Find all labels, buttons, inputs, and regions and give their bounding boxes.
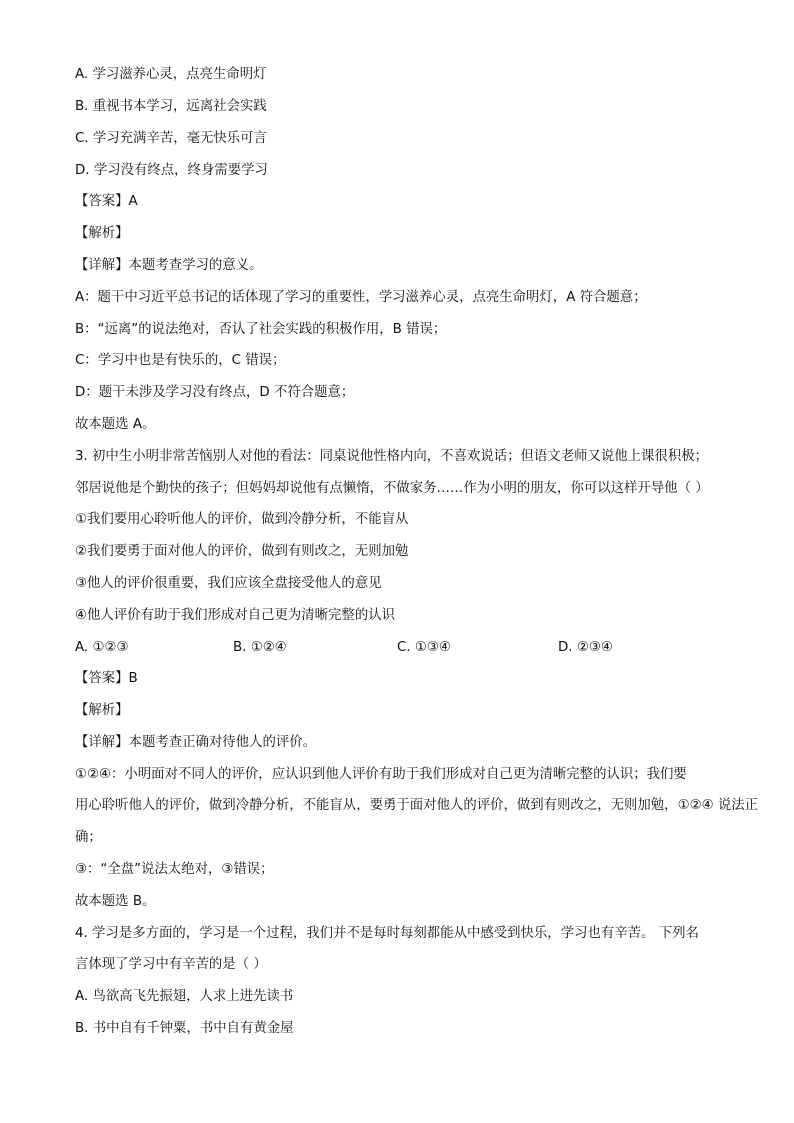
q3-explain1-line1: ①②④：小明面对不同人的评价，应认识到他人评价有助于我们形成对自己更为清晰完整的认识；我们要 [75,767,687,782]
q3-detail: 【详解】本题考查正确对待他人的评价。 [75,735,317,750]
q2-explain-a: A：题干中习近平总书记的话体现了学习的重要性，学习滋养心灵，点亮生命明灯，A 符合题意； [75,290,647,305]
q2-option-c: C. 学习充满辛苦，毫无快乐可言 [75,131,267,146]
q2-conclusion: 故本题选 A。 [75,417,156,432]
q3-explain1-line3: 确； [75,830,102,845]
q2-answer: 【答案】A [75,194,138,209]
q4-option-a: A. 鸟欲高飞先振翅，人求上进先读书 [75,989,294,1004]
q2-option-b: B. 重视书本学习，远离社会实践 [75,99,267,114]
q3-answer: 【答案】B [75,671,138,686]
q3-choice-b: B. ①②④ [233,640,287,655]
q3-stem-line2: 邻居说他是个勤快的孩子；但妈妈却说他有点懒惰，不做家务……作为小明的朋友，你可以这样开导他（ ） [75,481,709,496]
q2-option-d: D. 学习没有终点，终身需要学习 [75,163,268,178]
q2-analysis-label: 【解析】 [75,226,129,241]
q2-explain-b: B：“远离”的说法绝对，否认了社会实践的积极作用，B 错误； [75,322,447,337]
q3-conclusion: 故本题选 B。 [75,894,156,909]
q3-stem-line1: 3. 初中生小明非常苦恼别人对他的看法：同桌说他性格内向，不喜欢说话；但语文老师又说他上课很积极； [75,449,708,464]
q3-analysis-label: 【解析】 [75,703,129,718]
q2-explain-c: C：学习中也是有快乐的，C 错误； [75,353,286,368]
q2-detail: 【详解】本题考查学习的意义。 [75,258,263,273]
q3-statement-4: ④他人评价有助于我们形成对自己更为清晰完整的认识 [75,608,395,623]
q3-statement-1: ①我们要用心聆听他人的评价，做到冷静分析，不能盲从 [75,512,409,527]
q3-explain1-line2: 用心聆听他人的评价，做到冷静分析，不能盲从，要勇于面对他人的评价，做到有则改之，无则加勉，①②④ 说法正 [75,798,759,813]
q3-choices [75,639,735,657]
q2-option-a: A. 学习滋养心灵，点亮生命明灯 [75,67,267,82]
q4-stem-line1: 4. 学习是多方面的，学习是一个过程，我们并不是每时每刻都能从中感受到快乐，学习也有辛苦。 下列名 [75,926,699,941]
q4-stem-line2: 言体现了学习中有辛苦的是（ ） [75,957,267,972]
q2-explain-d: D：题干未涉及学习没有终点，D 不符合题意； [75,385,355,400]
q3-explain2: ③：“全盘”说法太绝对，③错误； [75,862,274,877]
q3-statement-2: ②我们要勇于面对他人的评价，做到有则改之，无则加勉 [75,544,409,559]
q3-choice-d: D. ②③④ [558,640,613,655]
q3-choice-c: C. ①③④ [397,640,451,655]
q3-choice-a: A. ①②③ [75,640,129,655]
q4-option-b: B. 书中自有千钟粟，书中自有黄金屋 [75,1021,294,1036]
q3-statement-3: ③他人的评价很重要，我们应该全盘接受他人的意见 [75,576,382,591]
